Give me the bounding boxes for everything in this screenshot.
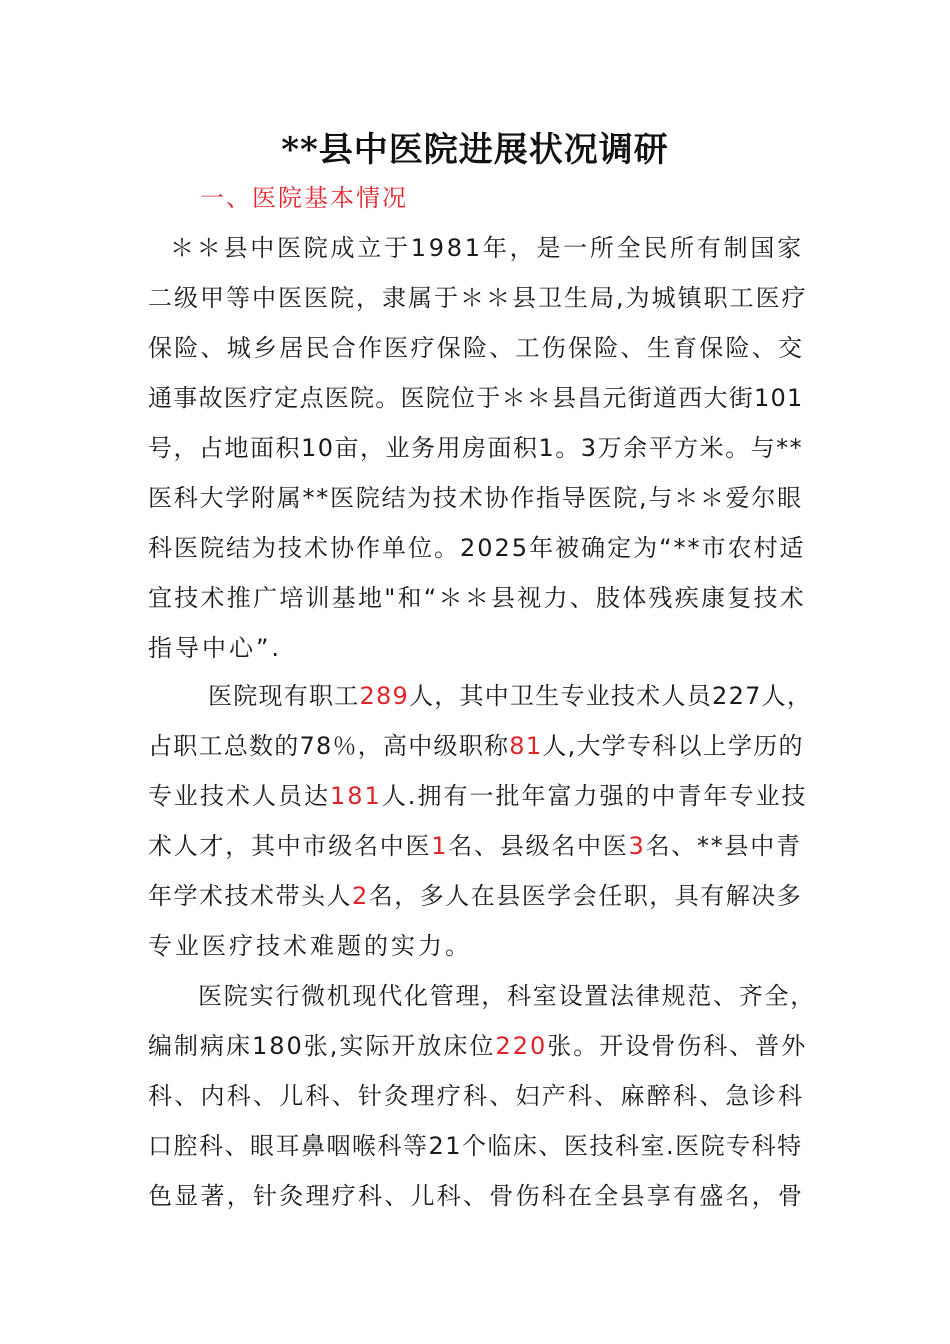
paragraph-line bbox=[148, 876, 808, 916]
paragraph-line: 保险、城乡居民合作医疗保险、工伤保险、生育保险、交 bbox=[148, 334, 805, 362]
paragraph-line bbox=[148, 726, 808, 766]
document-title: **县中医院进展状况调研 bbox=[281, 130, 669, 170]
text-run: 人.拥有一批年富力强的中青年专业技 bbox=[381, 782, 808, 810]
text-run: 名，多人在县医学会任职，具有解决多 bbox=[368, 882, 803, 910]
text-run: 名、县级名中医 bbox=[448, 832, 629, 860]
highlighted-number: 181 bbox=[330, 782, 382, 810]
paragraph-line: 专业医疗技术难题的实力。 bbox=[148, 932, 472, 960]
highlighted-number: 2 bbox=[352, 882, 369, 910]
highlighted-number: 289 bbox=[359, 682, 410, 710]
text-run: 人，其中卫生专业技术人员227人， bbox=[409, 682, 813, 710]
paragraph-line bbox=[148, 776, 808, 816]
text-run: 名、**县中青 bbox=[645, 832, 802, 860]
text-run: 专业技术人员达 bbox=[148, 782, 330, 810]
highlighted-number: 1 bbox=[431, 832, 449, 860]
paragraph-line bbox=[148, 1026, 808, 1066]
paragraph-line bbox=[208, 676, 818, 716]
text-run: 人,大学专科以上学历的 bbox=[542, 732, 804, 760]
paragraph-line: 指导中心”. bbox=[148, 634, 283, 662]
paragraph-line: 口腔科、眼耳鼻咽喉科等21个临床、医技科室.医院专科特 bbox=[148, 1132, 803, 1160]
paragraph-line: ＊＊县中医院成立于1981年，是一所全民所有制国家 bbox=[170, 234, 804, 262]
text-run: 占职工总数的78％，高中级职称 bbox=[148, 732, 510, 760]
text-run: 张。开设骨伤科、普外 bbox=[547, 1032, 808, 1060]
text-run: 编制病床180张,实际开放床位 bbox=[148, 1032, 496, 1060]
paragraph-line: 医科大学附属**医院结为技术协作指导医院,与＊＊爱尔眼 bbox=[148, 484, 803, 512]
highlighted-number: 3 bbox=[628, 832, 646, 860]
paragraph-line: 通事故医疗定点医院。医院位于＊＊县昌元街道西大街101 bbox=[148, 384, 804, 412]
paragraph-line: 科医院结为技术协作单位。2025年被确定为“**市农村适 bbox=[148, 534, 806, 562]
paragraph-line: 医院实行微机现代化管理，科室设置法律规范、齐全， bbox=[198, 982, 816, 1010]
paragraph-line: 色显著，针灸理疗科、儿科、骨伤科在全县享有盛名，骨 bbox=[148, 1182, 805, 1210]
text-run: 医院现有职工 bbox=[208, 682, 360, 710]
highlighted-number: 220 bbox=[495, 1032, 548, 1060]
text-run: 年学术技术带头人 bbox=[148, 882, 352, 910]
paragraph-line: 二级甲等中医医院，隶属于＊＊县卫生局,为城镇职工医疗 bbox=[148, 284, 808, 312]
paragraph-line: 科、内科、儿科、针灸理疗科、妇产科、麻醉科、急诊科 bbox=[148, 1082, 805, 1110]
paragraph-line: 宜技术推广培训基地"和“＊＊县视力、肢体残疾康复技术 bbox=[148, 584, 806, 612]
highlighted-number: 81 bbox=[509, 732, 543, 760]
section-heading: 一、医院基本情况 bbox=[200, 184, 408, 212]
paragraph-line bbox=[148, 826, 808, 866]
text-run: 术人才，其中市级名中医 bbox=[148, 832, 432, 860]
paragraph-line: 号，占地面积10亩，业务用房面积1。3万余平方米。与** bbox=[148, 434, 804, 462]
